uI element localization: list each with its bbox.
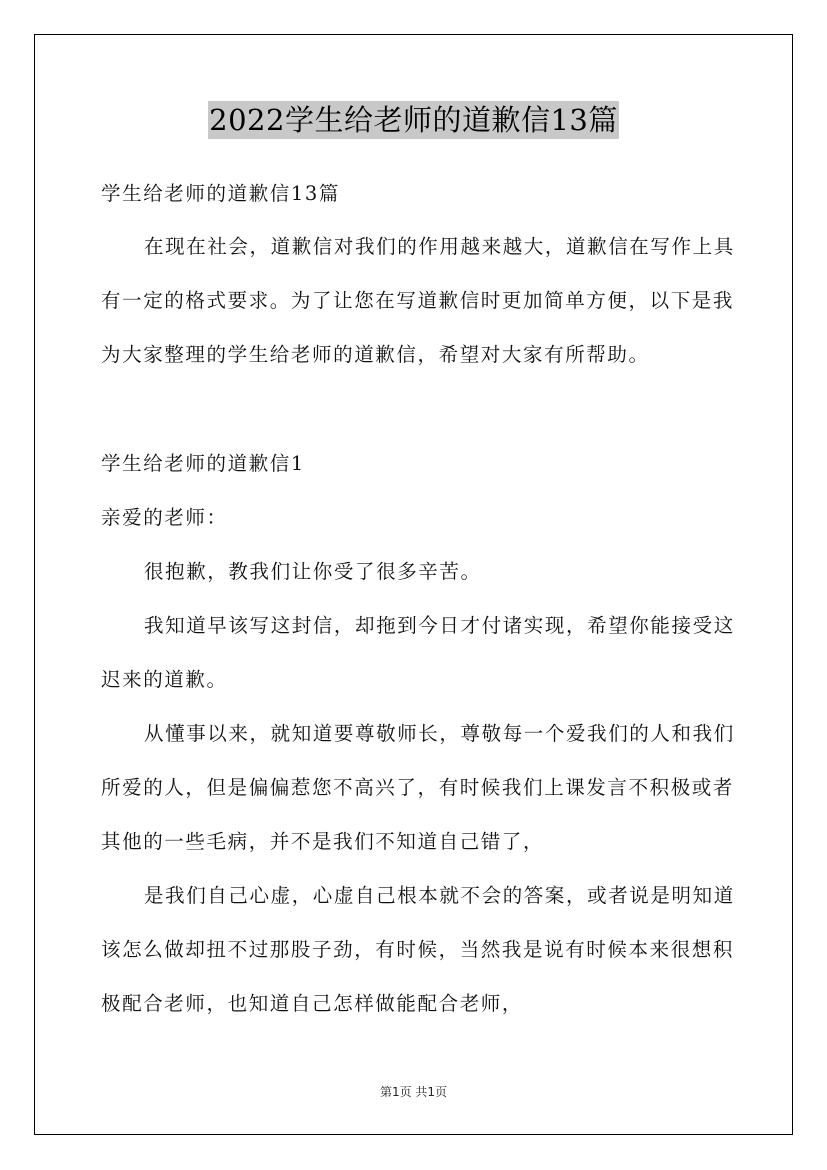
intro-line: 在现在社会，道歉信对我们的作用越来越大，道歉信在写作上具 bbox=[144, 235, 735, 258]
letter-line: 所爱的人，但是偏偏惹您不高兴了，有时候我们上课发言不积极或者 bbox=[101, 776, 735, 799]
letter-line: 迟来的道歉。 bbox=[101, 668, 228, 691]
document-subtitle: 学生给老师的道歉信13篇 bbox=[101, 182, 341, 205]
letter-heading: 学生给老师的道歉信1 bbox=[101, 452, 305, 475]
letter-greeting: 亲爱的老师： bbox=[101, 506, 228, 529]
document-title: 2022学生给老师的道歉信13篇 bbox=[209, 103, 618, 137]
letter-line: 从懂事以来，就知道要尊敬师长，尊敬每一个爱我们的人和我们 bbox=[144, 722, 735, 745]
page-number: 第1页 共1页 bbox=[379, 1085, 448, 1099]
title-container bbox=[0, 101, 827, 139]
letter-line: 极配合老师，也知道自己怎样做能配合老师， bbox=[101, 992, 524, 1015]
letter-line: 很抱歉，教我们让你受了很多辛苦。 bbox=[144, 560, 482, 583]
intro-line: 为大家整理的学生给老师的道歉信，希望对大家有所帮助。 bbox=[101, 343, 650, 366]
letter-line: 其他的一些毛病，并不是我们不知道自己错了， bbox=[101, 830, 545, 853]
intro-line: 有一定的格式要求。为了让您在写道歉信时更加简单方便，以下是我 bbox=[101, 289, 735, 312]
letter-line: 是我们自己心虚，心虚自己根本就不会的答案，或者说是明知道 bbox=[144, 884, 735, 907]
letter-line: 我知道早该写这封信，却拖到今日才付诸实现，希望你能接受这 bbox=[144, 614, 735, 637]
letter-line: 该怎么做却扭不过那股子劲，有时候，当然我是说有时候本来很想积 bbox=[101, 938, 735, 961]
page-footer bbox=[0, 1083, 827, 1100]
